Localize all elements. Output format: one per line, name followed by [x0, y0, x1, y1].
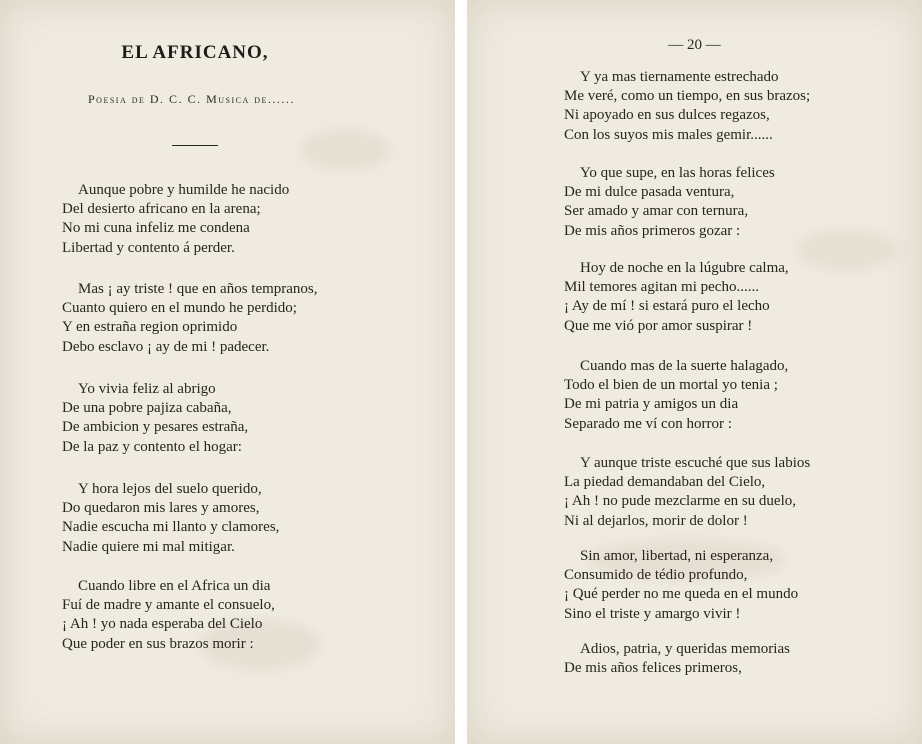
stanza [62, 280, 318, 357]
stanza [62, 577, 275, 654]
verse-line: Y hora lejos del suelo querido, [78, 481, 262, 497]
verse-line: Que poder en sus brazos morir : [62, 635, 254, 652]
verse-line: De mis años felices primeros, [564, 660, 742, 677]
verse-line: Yo vivia feliz al abrigo [78, 381, 216, 397]
verse-line: Cuando mas de la suerte halagado, [580, 358, 789, 374]
left-page [0, 0, 455, 744]
stanza [564, 259, 789, 336]
stanza [564, 68, 810, 145]
verse-line: ¡ Ah ! yo nada esperaba del Cielo [62, 616, 263, 633]
right-page [467, 0, 922, 744]
verse-line: De la paz y contento el hogar: [62, 438, 242, 455]
verse-line: La piedad demandaban del Cielo, [564, 474, 766, 491]
verse-line: Y ya mas tiernamente estrechado [580, 69, 779, 85]
verse-line: Todo el bien de un mortal yo tenia ; [564, 377, 778, 394]
verse-line: De mis años primeros gozar : [564, 222, 741, 239]
verse-line: Separado me ví con horror : [564, 415, 732, 432]
verse-line: Del desierto africano en la arena; [62, 201, 261, 218]
stanza [62, 480, 279, 557]
verse-line: Sin amor, libertad, ni esperanza, [580, 548, 774, 564]
verse-line: ¡ Ah ! no pude mezclarme en su duelo, [564, 493, 797, 510]
verse-line: De ambicion y pesares estraña, [62, 419, 249, 436]
verse-line: Nadie escucha mi llanto y clamores, [62, 519, 280, 536]
stanza [62, 380, 248, 457]
verse-line: Mas ¡ ay triste ! que en años tempranos, [78, 281, 318, 297]
stanza [564, 164, 775, 241]
verse-line: Consumido de tédio profundo, [564, 567, 748, 584]
verse-line: Adios, patria, y queridas memorias [580, 641, 790, 657]
stanza [564, 357, 788, 434]
verse-line: Y en estraña region oprimido [62, 319, 238, 336]
verse-line: ¡ Ay de mí ! si estará puro el lecho [564, 298, 770, 315]
verse-line: Mil temores agitan mi pecho...... [564, 279, 759, 296]
stanza [564, 454, 810, 531]
verse-line: Que me vió por amor suspirar ! [564, 317, 753, 334]
poem-subtitle: Poesia de D. C. C. Musica de...... [88, 92, 295, 106]
verse-line: Ni apoyado en sus dulces regazos, [564, 107, 770, 124]
verse-line: Nadie quiere mi mal mitigar. [62, 538, 235, 555]
verse-line: Do quedaron mis lares y amores, [62, 500, 260, 517]
verse-line: Aunque pobre y humilde he nacido [78, 182, 290, 198]
stanza [62, 181, 289, 258]
verse-line: Debo esclavo ¡ ay de mi ! padecer. [62, 338, 270, 355]
verse-line: De mi dulce pasada ventura, [564, 184, 735, 201]
title-divider [172, 145, 218, 146]
verse-line: Y aunque triste escuché que sus labios [580, 455, 811, 471]
verse-line: Sino el triste y amargo vivir ! [564, 605, 741, 622]
paper-stain [300, 130, 390, 170]
verse-line: Me veré, como un tiempo, en sus brazos; [564, 88, 811, 105]
verse-line: Yo que supe, en las horas felices [580, 165, 775, 181]
page-number: — 20 — [668, 37, 721, 53]
verse-line: Ser amado y amar con ternura, [564, 203, 749, 220]
verse-line: Cuanto quiero en el mundo he perdido; [62, 300, 297, 317]
poem-title: EL AFRICANO, [121, 42, 269, 63]
verse-line: Fuí de madre y amante el consuelo, [62, 597, 275, 614]
verse-line: Hoy de noche en la lúgubre calma, [580, 260, 789, 276]
paper-stain [797, 230, 897, 270]
verse-line: Libertad y contento á perder. [62, 239, 235, 256]
verse-line: De mi patria y amigos un dia [564, 396, 739, 413]
verse-line: De una pobre pajiza cabaña, [62, 400, 232, 417]
page-gutter [455, 0, 467, 744]
verse-line: ¡ Qué perder no me queda en el mundo [564, 586, 799, 603]
verse-line: No mi cuna infeliz me condena [62, 220, 250, 237]
stanza [564, 547, 798, 624]
stanza [564, 640, 790, 678]
verse-line: Con los suyos mis males gemir...... [564, 126, 773, 143]
verse-line: Ni al dejarlos, morir de dolor ! [564, 512, 748, 529]
verse-line: Cuando libre en el Africa un dia [78, 578, 271, 594]
